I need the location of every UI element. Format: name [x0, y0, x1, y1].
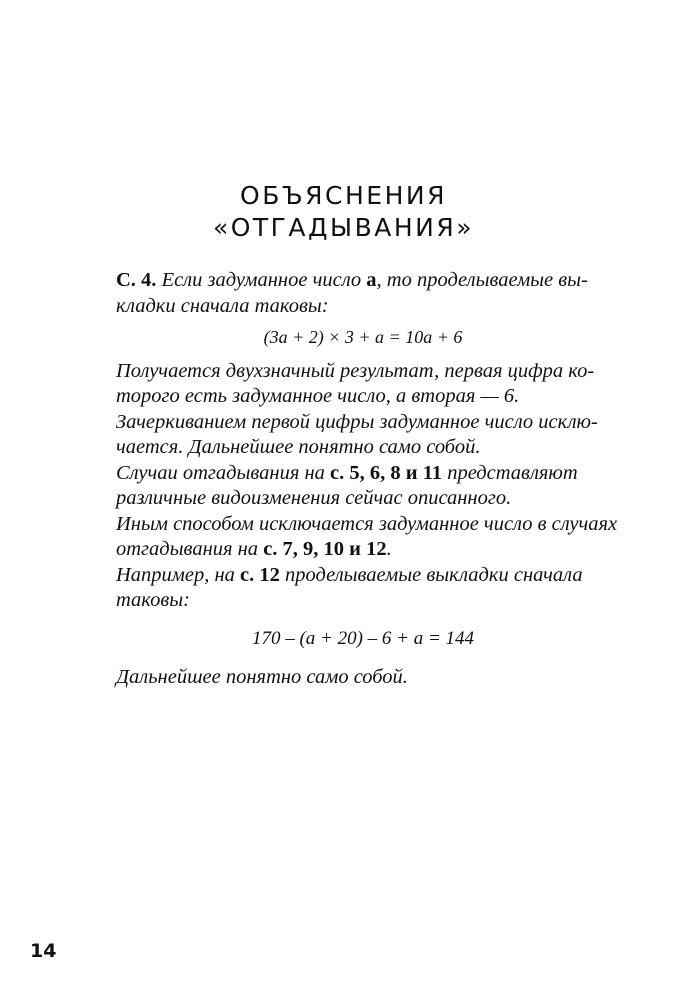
paragraph-text: Получается двухзначный результат, первая цифра ко-	[116, 359, 595, 382]
paragraph-text: таковы:	[116, 589, 190, 611]
paragraph-text: представляют	[442, 461, 578, 484]
chapter-title-line-1: ОБЪЯСНЕНИЯ	[240, 181, 447, 210]
paragraph-6	[116, 563, 610, 614]
paragraph-text: .	[386, 538, 392, 560]
paragraph-3	[116, 410, 610, 461]
formula-1: (3a + 2) × 3 + a = 10a + 6	[263, 327, 463, 347]
variable-a: а	[366, 269, 377, 291]
page-number: 14	[30, 940, 57, 962]
paragraph-text: Например, на	[116, 563, 241, 586]
paragraph-text: различные видоизменения сейчас описанного.	[116, 487, 512, 509]
paragraph-text: чается. Дальнейшее понятно само собой.	[116, 436, 481, 458]
paragraph-text: , то проделываемые вы-	[376, 269, 588, 291]
paragraph-text: отгадывания на	[116, 538, 264, 560]
paragraph-text: торого есть задуманное число, а вторая — 6.	[116, 385, 520, 407]
paragraph-text: Иным способом исключается задуманное число в случаях	[116, 512, 618, 535]
paragraph-text: проделываемые выкладки сначала	[279, 563, 583, 586]
paragraph-2	[116, 359, 610, 410]
paragraph-1	[116, 268, 610, 319]
paragraph-4	[116, 461, 610, 512]
formula-2: 170 – (a + 20) – 6 + a = 144	[251, 627, 475, 649]
chapter-title-line-2: «ОТГАДЫВАНИЯ»	[212, 213, 475, 242]
paragraph-text: кладки сначала таковы:	[116, 294, 329, 317]
page-reference: С. 4.	[116, 269, 157, 291]
paragraph-7: Дальнейшее понятно само собой.	[116, 666, 408, 688]
paragraph-text: Случаи отгадывания на	[116, 461, 331, 484]
page-references: с. 5, 6, 8 и 11	[330, 461, 443, 484]
page-reference: с. 12	[240, 563, 280, 586]
paragraph-text: Зачеркиванием первой цифры задуманное число исклю-	[116, 410, 598, 433]
chapter-title	[0, 180, 687, 244]
paragraph-5	[116, 512, 618, 563]
paragraph-text: Если задуманное число	[156, 269, 367, 291]
chapter-body	[116, 268, 618, 691]
page-references: с. 7, 9, 10 и 12	[263, 538, 387, 560]
